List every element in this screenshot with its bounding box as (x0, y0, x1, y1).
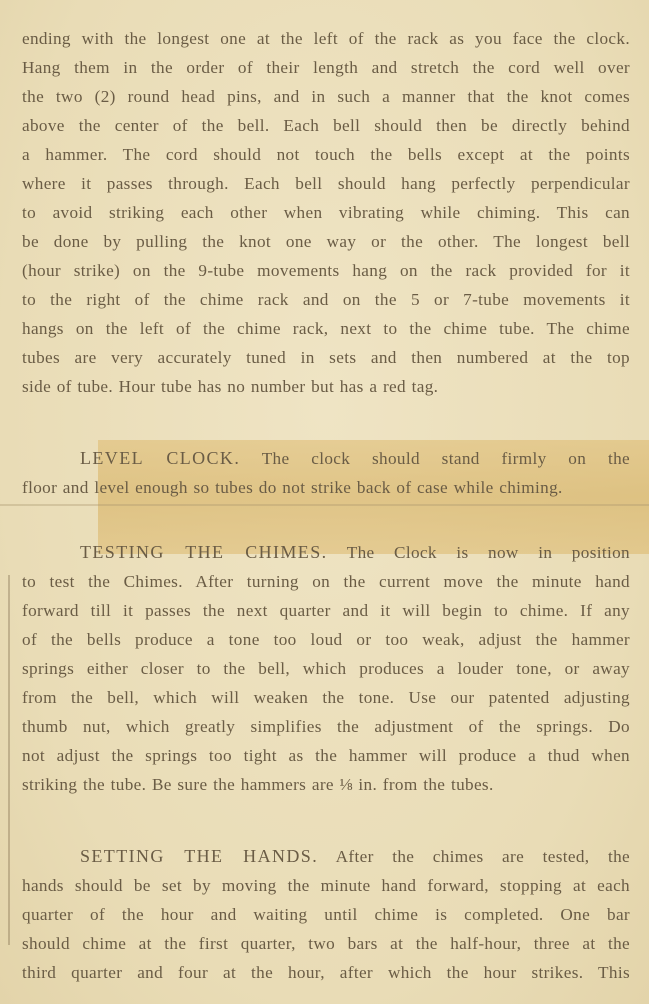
text-line: SETTING THE HANDS. After the chimes are tested, the (80, 846, 631, 866)
tear-line (0, 504, 649, 506)
text-line: TESTING THE CHIMES. The Clock is now in position (80, 542, 630, 562)
text-line: to test the Chimes. After turning on the current move the minute hand (22, 572, 630, 591)
text-line: the two (2) round head pins, and in such a manner that the knot comes (22, 87, 630, 106)
text-line: not adjust the springs too tight as the hammer will produce a thud when (22, 746, 630, 765)
text-line: of the bells produce a tone too loud or too weak, adjust the hammer (22, 630, 630, 649)
paragraph-level-clock (22, 444, 630, 502)
text-line: hangs on the left of the chime rack, next to the chime tube. The chime (22, 319, 630, 338)
text-line: third quarter and four at the hour, after which the hour strikes. This (22, 963, 630, 982)
text-line: striking the tube. Be sure the hammers are ⅛ in. from the tubes. (22, 775, 494, 794)
paragraph-testing-chimes (22, 538, 630, 799)
text-line: floor and level enough so tubes do not strike back of case while chiming. (22, 478, 563, 497)
text-line: (hour strike) on the 9-tube movements hang on the rack provided for it (22, 261, 630, 280)
page-fold (8, 575, 10, 945)
text-line: springs either closer to the bell, which produces a louder tone, or away (22, 659, 630, 678)
text-line: should chime at the first quarter, two bars at the half-hour, three at the (22, 934, 630, 953)
text-line: thumb nut, which greatly simplifies the adjustment of the springs. Do (22, 717, 630, 736)
text-line: quarter of the hour and waiting until chime is completed. One bar (22, 905, 630, 924)
text-line: forward till it passes the next quarter and it will begin to chime. If any (22, 601, 630, 620)
text-line: where it passes through. Each bell should hang perfectly perpendicular (22, 174, 630, 193)
text-line: side of tube. Hour tube has no number but has a red tag. (22, 377, 439, 396)
section-heading: LEVEL CLOCK. (80, 448, 241, 468)
text-line: hands should be set by moving the minute hand forward, stopping at each (22, 876, 630, 895)
section-heading: TESTING THE CHIMES. (80, 542, 328, 562)
text-line: to the right of the chime rack and on the 5 or 7-tube movements it (22, 290, 630, 309)
text-line: from the bell, which will weaken the tone. Use our patented adjusting (22, 688, 630, 707)
text-line: LEVEL CLOCK. The clock should stand firmly on the (80, 448, 630, 468)
text-line: tubes are very accurately tuned in sets and then numbered at the top (22, 348, 630, 367)
text-line: to avoid striking each other when vibrating while chiming. This can (22, 203, 630, 222)
text-line: above the center of the bell. Each bell should then be directly behind (22, 116, 630, 135)
text-line: Hang them in the order of their length and stretch the cord well over (22, 58, 630, 77)
paragraph-bells (22, 24, 630, 401)
text-line: be done by pulling the knot one way or the other. The longest bell (22, 232, 630, 251)
section-heading: SETTING THE HANDS. (80, 846, 319, 866)
text-line: ending with the longest one at the left of the rack as you face the clock. (22, 29, 630, 48)
paragraph-setting-hands (22, 842, 630, 987)
text-line: a hammer. The cord should not touch the bells except at the points (22, 145, 630, 164)
